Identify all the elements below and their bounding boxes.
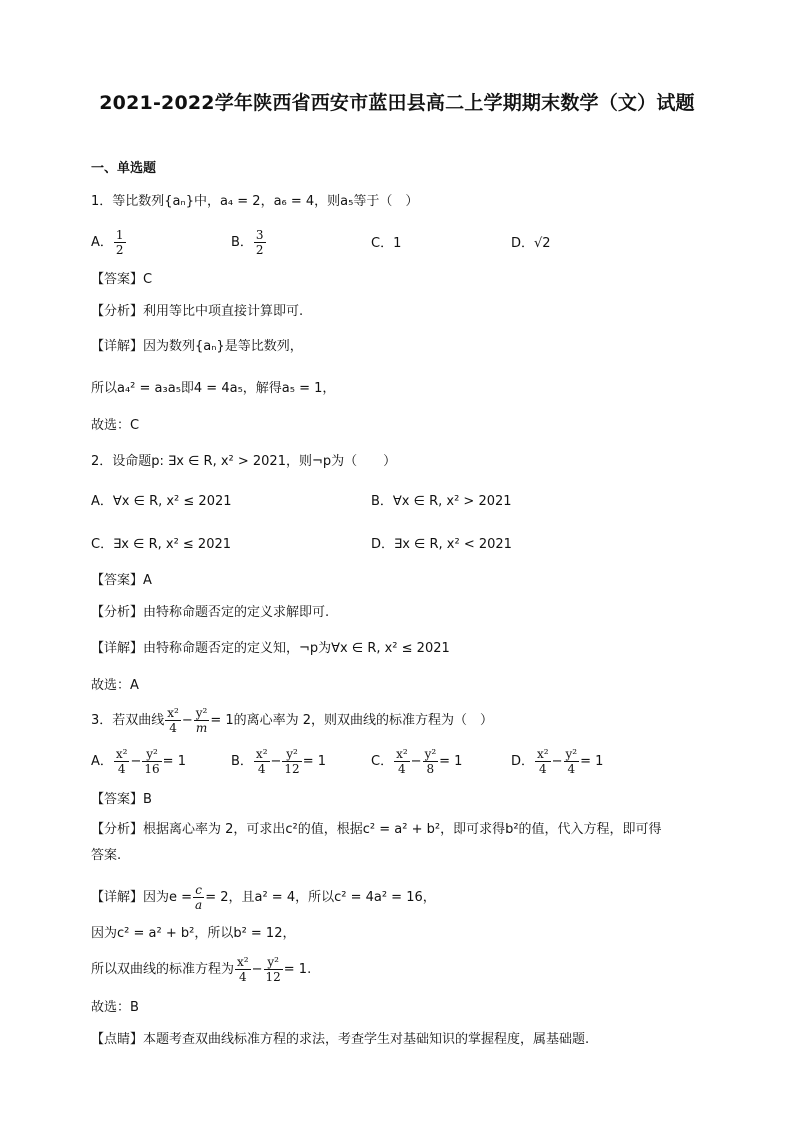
q1-option-a-fraction: $\frac{1}{2}$ xyxy=(115,228,124,257)
q1-option-b: B． $\frac{3}{2}$ xyxy=(231,228,264,257)
q2-answer: 【答案】A xyxy=(91,573,152,588)
q1-analysis: 【分析】利用等比中项直接计算即可. xyxy=(91,304,304,319)
q3-option-c-fraction-x: $\frac{\text{x²}}{4}$ xyxy=(396,747,408,776)
q3-answer: 【答案】B xyxy=(91,792,152,807)
q2-analysis: 【分析】由特称命题否定的定义求解即可. xyxy=(91,605,330,620)
q3-detail-fraction-y: $\frac{\text{y²}}{12}$ xyxy=(265,955,281,984)
q2-option-c: C．∃x ∈ R, x² ≤ 2021 xyxy=(91,537,232,552)
q3-choice: 故选：B xyxy=(91,1000,139,1015)
q1-option-c: C．1 xyxy=(371,236,402,251)
q3-detail-fraction-e: $\frac{c}{a}$ xyxy=(195,883,203,912)
q3-option-a-fraction-y: $\frac{\text{y²}}{16}$ xyxy=(144,747,160,776)
q1-option-a: A． $\frac{1}{2}$ xyxy=(91,228,124,257)
q3-option-c: C． $\frac{\text{x²}}{4}$ − $\frac{\text{y²}}{8}$ = 1 xyxy=(371,747,463,776)
q1-answer: 【答案】C xyxy=(91,272,153,287)
q3-detail-line1: 【详解】因为e = $\frac{c}{a}$ = 2，且a² = 4，所以c² = 4a² = 16， xyxy=(91,883,436,912)
q1-choice: 故选：C xyxy=(91,418,140,433)
q3-option-b: B． $\frac{\text{x²}}{4}$ − $\frac{\text{y²}}{12}$ = 1 xyxy=(231,747,326,776)
q3-option-a: A． $\frac{\text{x²}}{4}$ − $\frac{\text{y²}}{16}$ = 1 xyxy=(91,747,186,776)
q3-comment: 【点睛】本题考查双曲线标准方程的求法，考查学生对基础知识的掌握程度，属基础题. xyxy=(91,1032,590,1047)
q2-option-a: A．∀x ∈ R, x² ≤ 2021 xyxy=(91,494,232,509)
q3-detail-line3: 所以双曲线的标准方程为 $\frac{\text{x²}}{4}$ − $\frac{\text{y²}}{12}$ = 1. xyxy=(91,955,312,984)
q3-option-d-fraction-x: $\frac{\text{x²}}{4}$ xyxy=(537,747,549,776)
page-title: 2021-2022学年陕西省西安市蓝田县高二上学期期末数学（文）试题 xyxy=(99,92,695,114)
q3-option-c-fraction-y: $\frac{\text{y²}}{8}$ xyxy=(424,747,437,776)
q1-detail-line2: 所以a₄² = a₃a₅即4 = 4a₅，解得a₅ = 1， xyxy=(91,381,336,396)
q2-option-b: B．∀x ∈ R, x² > 2021 xyxy=(371,494,512,509)
q2-stem: 2．设命题p: ∃x ∈ R, x² > 2021，则¬p为（ ） xyxy=(91,454,397,469)
q3-stem-fraction-x: $\frac{\text{x²}}{4}$ xyxy=(167,706,179,735)
q1-option-b-fraction: $\frac{3}{2}$ xyxy=(255,228,264,257)
q3-option-a-fraction-x: $\frac{\text{x²}}{4}$ xyxy=(115,747,128,776)
q3-option-d-fraction-y: $\frac{\text{y²}}{4}$ xyxy=(565,747,578,776)
q3-option-b-fraction-y: $\frac{\text{y²}}{12}$ xyxy=(284,747,300,776)
q3-option-b-fraction-x: $\frac{\text{x²}}{4}$ xyxy=(255,747,268,776)
q3-stem-fraction-y: $\frac{\text{y²}}{m}$ xyxy=(195,706,208,735)
q3-option-d: D． $\frac{\text{x²}}{4}$ − $\frac{\text{y²}}{4}$ = 1 xyxy=(511,747,604,776)
q3-detail-fraction-x: $\frac{\text{x²}}{4}$ xyxy=(237,955,249,984)
q3-detail-line2: 因为c² = a² + b²，所以b² = 12， xyxy=(91,926,296,941)
q3-analysis: 【分析】根据离心率为 2，可求出c²的值，根据c² = a² + b²，即可求得b²的值，代入方程，即可得 答案. xyxy=(91,822,662,863)
q1-option-d: D．√2 xyxy=(511,236,551,251)
q2-detail: 【详解】由特称命题否定的定义知，¬p为∀x ∈ R, x² ≤ 2021 xyxy=(91,641,450,656)
q1-detail-line1: 【详解】因为数列{aₙ}是等比数列， xyxy=(91,339,303,354)
section-heading: 一、单选题 xyxy=(91,161,157,176)
q1-stem: 1．等比数列{aₙ}中，a₄ = 2，a₆ = 4，则a₅等于（ ） xyxy=(91,194,419,209)
q3-stem: 3．若双曲线 $\frac{\text{x²}}{4}$ − $\frac{\text{y²}}{m}$ = 1的离心率为 2，则双曲线的标准方程为（ ） xyxy=(91,706,494,735)
q2-option-d: D．∃x ∈ R, x² < 2021 xyxy=(371,537,512,552)
q2-choice: 故选：A xyxy=(91,678,139,693)
